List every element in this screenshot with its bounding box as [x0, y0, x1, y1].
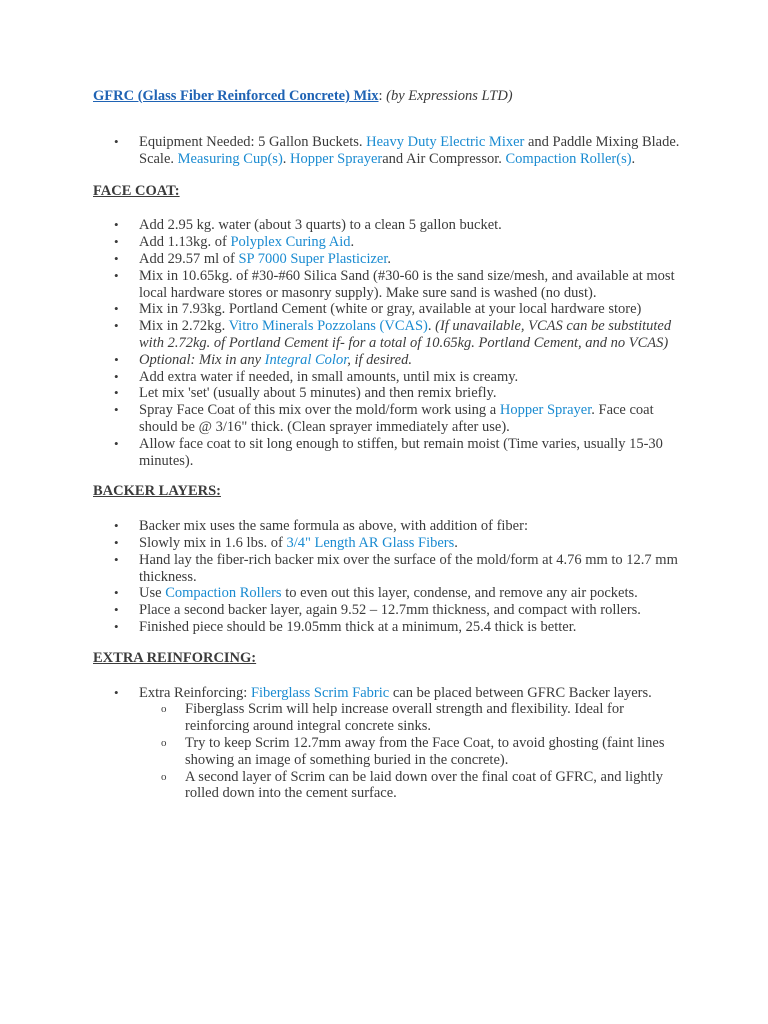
list-item: • Mix in 10.65kg. of #30-#60 Silica Sand (#30-60 is the sand size/mesh, and available at most local hardware stores or masonry supply). Make sure sand is washed (no dust). [139, 268, 680, 302]
title-colon: : [378, 88, 383, 104]
list-item: • Place a second backer layer, again 9.52 – 12.7mm thickness, and compact with rollers. [139, 602, 680, 619]
text: Slowly mix in 1.6 lbs. of [139, 534, 287, 551]
sub-list-item: o A second layer of Scrim can be laid down over the final coat of GFRC, and lightly rolled down into the cement surface. [185, 769, 680, 803]
scrim-sublist [139, 701, 680, 802]
link-fiberglass-scrim-fabric[interactable]: Fiberglass Scrim Fabric [250, 684, 390, 701]
list-item [139, 585, 680, 602]
list-item [139, 535, 680, 552]
link-compaction-rollers[interactable]: Compaction Roller(s) [505, 150, 632, 167]
text: to even out this layer, condense, and remove any air pockets. [281, 585, 638, 602]
list-item [139, 251, 680, 268]
italic-note: (If unavailable, VCAS can be substituted with 2.72kg. of Portland Cement if- for a total of 10.65kg. Portland Cement, and no VCAS) [139, 318, 672, 351]
text: Extra Reinforcing: [139, 684, 251, 701]
list-item: • Backer mix uses the same formula as above, with addition of fiber: [139, 518, 680, 535]
list-item: • Let mix 'set' (usually about 5 minutes) and then remix briefly. [139, 385, 680, 402]
extra-reinforcing-heading: EXTRA REINFORCING: [93, 649, 257, 666]
text: Spray Face Coat of this mix over the mold/form work using a [139, 402, 500, 419]
extra-reinforcing-list [93, 685, 680, 803]
link-vitro-minerals-vcas[interactable]: Vitro Minerals Pozzolans (VCAS) [228, 318, 428, 335]
text: Use [139, 585, 166, 602]
text: can be placed between GFRC Backer layers. [389, 684, 652, 701]
list-item: • Add extra water if needed, in small amounts, until mix is creamy. [139, 369, 680, 386]
link-hopper-sprayer[interactable]: Hopper Sprayer [290, 150, 383, 167]
text: Optional: Mix in any [139, 351, 265, 368]
sub-list-item: o Try to keep Scrim 12.7mm away from the Face Coat, to avoid ghosting (faint lines showing an image of something buried in the concrete). [185, 735, 680, 769]
text: Mix in 2.72kg. [139, 318, 229, 335]
text: , if desired. [347, 351, 412, 368]
link-hopper-sprayer[interactable]: Hopper Sprayer [499, 402, 592, 419]
title-link[interactable]: GFRC (Glass Fiber Reinforced Concrete) Mix [93, 88, 379, 104]
text: and Paddle Mixing Blade. Scale. [139, 134, 680, 167]
text: and Air Compressor. [382, 150, 506, 167]
list-item: • Add 2.95 kg. water (about 3 quarts) to a clean 5 gallon bucket. [139, 217, 680, 234]
list-item: • Allow face coat to sit long enough to stiffen, but remain moist (Time varies, usually 15-30 minutes). [139, 436, 680, 470]
link-electric-mixer[interactable]: Heavy Duty Electric Mixer [366, 134, 525, 150]
list-item [139, 402, 680, 436]
text: . Face coat should be @ 3/16" thick. (Clean sprayer immediately after use). [139, 402, 654, 435]
sub-list-item: o Fiberglass Scrim will help increase overall strength and flexibility. Ideal for reinforcing around integral concrete sinks. [185, 701, 680, 735]
list-item [139, 318, 680, 352]
text: . [350, 234, 355, 251]
text: . [427, 318, 436, 335]
title-byline: (by Expressions LTD) [382, 88, 513, 104]
backer-layers-list [93, 518, 680, 636]
list-item [139, 352, 680, 369]
list-item [139, 685, 680, 803]
text: Add 1.13kg. of [139, 234, 231, 251]
backer-layers-heading: BACKER LAYERS: [93, 483, 221, 500]
list-item: • Hand lay the fiber-rich backer mix over the surface of the mold/form at 4.76 mm to 12.7 mm thickness. [139, 552, 680, 586]
text: . [282, 150, 291, 167]
link-ar-glass-fibers[interactable]: 3/4" Length AR Glass Fibers [286, 534, 455, 551]
text: . [631, 150, 636, 167]
list-item: • Finished piece should be 19.05mm thick at a minimum, 25.4 thick is better. [139, 619, 680, 636]
face-coat-list [93, 217, 680, 469]
link-polyplex-curing-aid[interactable]: Polyplex Curing Aid [230, 234, 351, 251]
link-sp7000-plasticizer[interactable]: SP 7000 Super Plasticizer [238, 250, 388, 267]
text: . [387, 250, 391, 267]
list-item: • Mix in 7.93kg. Portland Cement (white or gray, available at your local hardware store) [139, 301, 680, 318]
link-measuring-cups[interactable]: Measuring Cup(s) [177, 150, 283, 167]
document-title [93, 87, 680, 105]
link-integral-color[interactable]: Integral Color [264, 351, 348, 368]
text: . [454, 534, 458, 551]
face-coat-heading: FACE COAT: [93, 182, 180, 199]
list-item-equipment [139, 134, 680, 168]
list-item [139, 234, 680, 251]
link-compaction-rollers[interactable]: Compaction Rollers [165, 585, 282, 602]
equipment-list [93, 134, 680, 168]
text: Add 29.57 ml of [139, 250, 239, 267]
text: Equipment Needed: 5 Gallon Buckets. [139, 134, 367, 150]
